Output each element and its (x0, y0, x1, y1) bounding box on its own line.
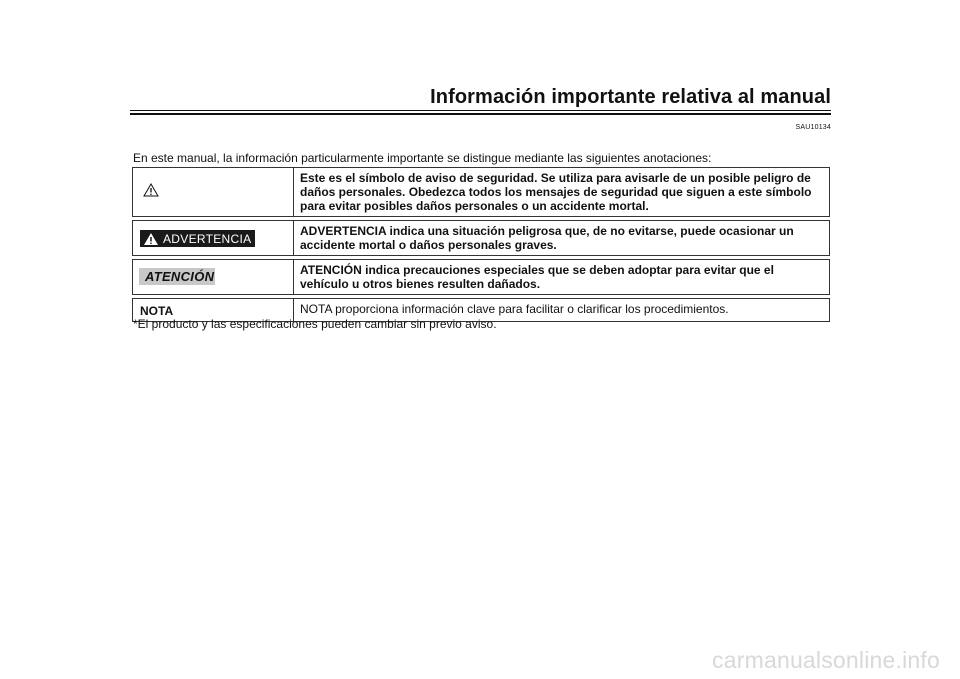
intro-text: En este manual, la información particularmente importante se distingue mediante las siguientes anotaciones: (133, 151, 712, 165)
footnote: *El producto y las especificaciones pueden cambiar sin previo aviso. (133, 317, 497, 331)
notice-label-cell (133, 260, 294, 295)
notices-table (132, 167, 830, 322)
advertencia-label: ADVERTENCIA (163, 231, 252, 246)
notice-description: ADVERTENCIA indica una situación peligrosa que, de no evitarse, puede ocasionar un accidente mortal o daños personales graves. (294, 221, 830, 256)
warning-triangle-icon (143, 232, 159, 246)
notice-row-advertencia (133, 221, 830, 256)
notice-description: Este es el símbolo de aviso de seguridad. Se utiliza para avisarle de un posible peligro de daños personales. Obedezca todos los mensajes de seguridad que siguen a este símbolo para evitar posibles daños personales o un accidente mortal. (294, 168, 830, 217)
page-title: Información importante relativa al manual (430, 86, 831, 108)
notice-label-cell (133, 168, 294, 217)
advertencia-badge (140, 230, 255, 247)
notice-label-cell (133, 221, 294, 256)
title-rule-thick (130, 113, 831, 115)
warning-triangle-icon (143, 183, 159, 197)
atencion-badge: ATENCIÓN (139, 268, 215, 285)
title-rule (130, 110, 831, 111)
document-code: SAU10134 (795, 124, 831, 131)
nota-label: NOTA (140, 304, 174, 318)
watermark: carmanualsonline.info (712, 647, 940, 673)
notice-description: ATENCIÓN indica precauciones especiales que se deben adoptar para evitar que el vehículo u otros bienes resulten dañados. (294, 260, 830, 295)
notice-row-safety (133, 168, 830, 217)
notice-description: NOTA proporciona información clave para facilitar o clarificar los procedimientos. (294, 299, 830, 322)
notice-row-atencion (133, 260, 830, 295)
